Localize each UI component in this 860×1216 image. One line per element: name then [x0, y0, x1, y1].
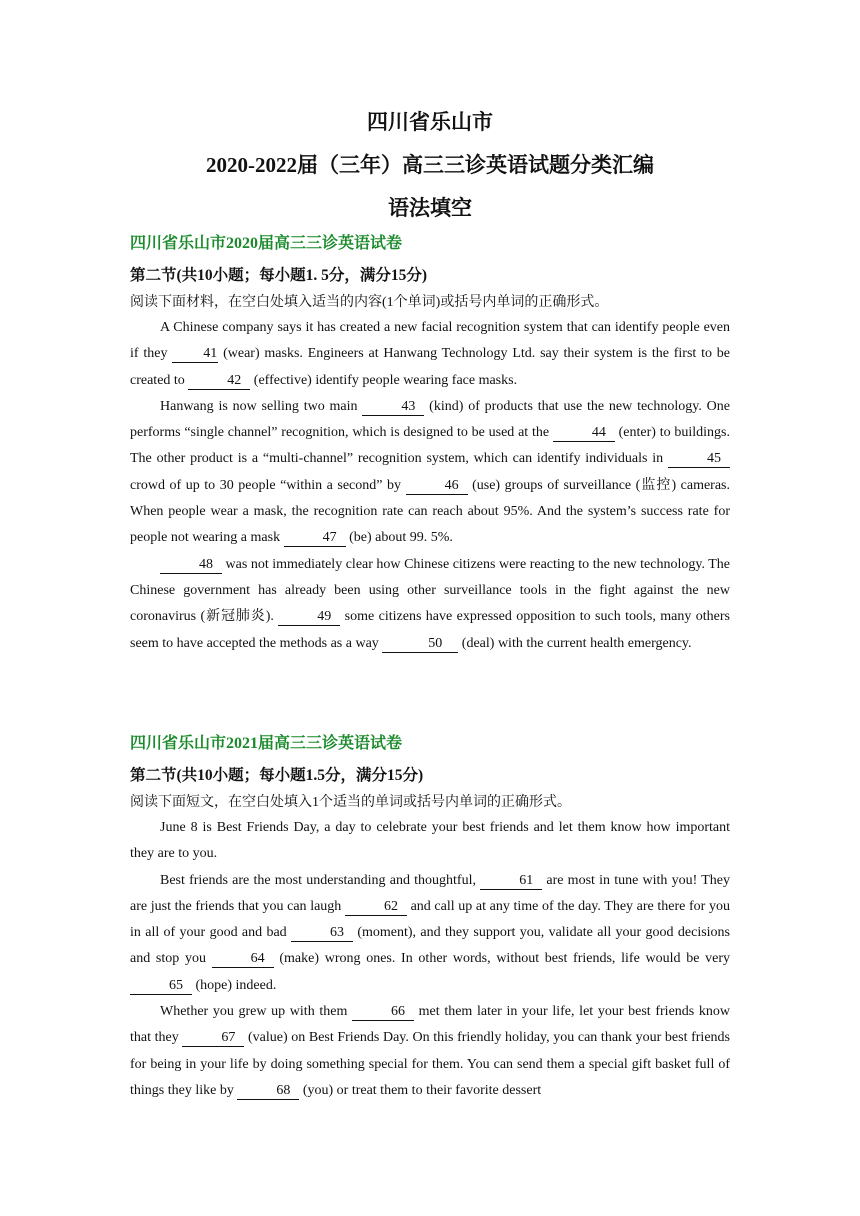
passage-text: was not immediately clear how Chinese citizens were reacting to the new technology. The Chinese government has already been using other surveillance tools in the fight against the new coronavirus (新冠肺炎).	[130, 556, 730, 625]
passage-text: Best friends are the most understanding and thoughtful,	[160, 872, 481, 888]
passage	[130, 815, 730, 1104]
answer-blank-41[interactable]: 41	[172, 346, 218, 363]
passage-paragraph	[130, 315, 730, 394]
passage-paragraph	[130, 552, 730, 657]
section-subheading: 第二节(共10小题；每小题1.5分，满分15分)	[130, 767, 424, 784]
passage-text: (kind) of products that use the new technology. One performs “single channel” recognition, which is designed to be used at the	[130, 398, 731, 441]
answer-blank-68[interactable]: 68	[237, 1083, 299, 1100]
answer-blank-47[interactable]: 47	[284, 530, 346, 547]
section-2020	[130, 234, 730, 657]
passage-paragraph	[130, 999, 730, 1104]
doc-title-topic: 语法填空	[388, 196, 472, 220]
passage-text: (use) groups of surveillance (监控) cameras. When people wear a mask, the recognition rate can reach about 95%. And the system’s success rate for people not wearing a mask	[130, 477, 730, 546]
doc-title-region: 四川省乐山市	[367, 110, 493, 134]
section-instruction: 阅读下面材料，在空白处填入适当的内容(1个单词)或括号内单词的正确形式。	[130, 295, 609, 310]
passage-text: (wear) masks. Engineers at Hanwang Technology Ltd. say their system is the first to be created to	[130, 346, 731, 388]
answer-blank-42[interactable]: 42	[188, 373, 250, 390]
answer-blank-46[interactable]: 46	[406, 478, 468, 495]
passage-text: (make) wrong ones. In other words, without best friends, life would be very	[273, 951, 730, 967]
answer-blank-66[interactable]: 66	[352, 1004, 414, 1021]
passage-text: (you) or treat them to their favorite dessert	[299, 1082, 542, 1098]
passage-text: met them later in your life, let your best friends know that they	[130, 1004, 731, 1046]
passage-text: A Chinese company says it has created a new facial recognition system that can identify people even if they	[130, 320, 730, 362]
section-2021	[130, 734, 730, 1104]
passage-text: and call up at any time of the day. They are there for you in all of your good and bad	[130, 898, 730, 941]
section-subheading: 第二节(共10小题；每小题1. 5分，满分15分)	[130, 267, 428, 284]
passage-text: (moment), and they support you, validate all your good decisions and stop you	[130, 925, 731, 967]
passage-text: (enter) to buildings. The other product is a “multi-channel” recognition system, which can identify individuals in	[130, 425, 730, 467]
passage-text: Whether you grew up with them	[160, 1004, 353, 1020]
passage-paragraph	[130, 815, 730, 868]
passage-text: (hope) indeed.	[192, 977, 277, 993]
passage-text: crowd of up to 30 people “within a second” by	[130, 477, 406, 493]
answer-blank-50[interactable]: 50	[382, 636, 458, 653]
passage	[130, 315, 730, 657]
passage-text: (value) on Best Friends Day. On this friendly holiday, you can thank your best friends for being in your life by doing something special for them. You can send them a special gift basket full of things they like by	[130, 1030, 730, 1098]
answer-blank-67[interactable]: 67	[182, 1030, 244, 1047]
section-heading: 四川省乐山市2021届高三三诊英语试卷	[130, 735, 403, 752]
answer-blank-45[interactable]: 45	[668, 451, 730, 468]
doc-title-main: 2020-2022届（三年）高三三诊英语试题分类汇编	[206, 153, 654, 177]
answer-blank-43[interactable]: 43	[362, 399, 424, 416]
section-instruction: 阅读下面短文，在空白处填入1个适当的单词或括号内单词的正确形式。	[130, 795, 571, 810]
passage-text: are most in tune with you! They are just the friends that you can laugh	[130, 872, 730, 914]
passage-paragraph	[130, 394, 730, 552]
answer-blank-48[interactable]: 48	[160, 557, 222, 574]
passage-text: (be) about 99. 5%.	[345, 530, 453, 546]
passage-text: Hanwang is now selling two main	[160, 398, 363, 414]
answer-blank-62[interactable]: 62	[345, 899, 407, 916]
passage-paragraph	[130, 868, 730, 999]
answer-blank-65[interactable]: 65	[130, 978, 192, 995]
answer-blank-63[interactable]: 63	[291, 925, 353, 942]
passage-text: (deal) with the current health emergency.	[458, 635, 692, 651]
section-heading: 四川省乐山市2020届高三三诊英语试卷	[130, 235, 403, 252]
answer-blank-44[interactable]: 44	[553, 425, 615, 442]
answer-blank-61[interactable]: 61	[480, 873, 542, 890]
passage-text: (effective) identify people wearing face masks.	[250, 372, 518, 388]
passage-text: June 8 is Best Friends Day, a day to celebrate your best friends and let them know how important they are to you.	[130, 820, 730, 862]
answer-blank-64[interactable]: 64	[212, 951, 274, 968]
answer-blank-49[interactable]: 49	[278, 609, 340, 626]
passage-text: some citizens have expressed opposition to such tools, many others seem to have accepted the methods as a way	[130, 609, 730, 651]
